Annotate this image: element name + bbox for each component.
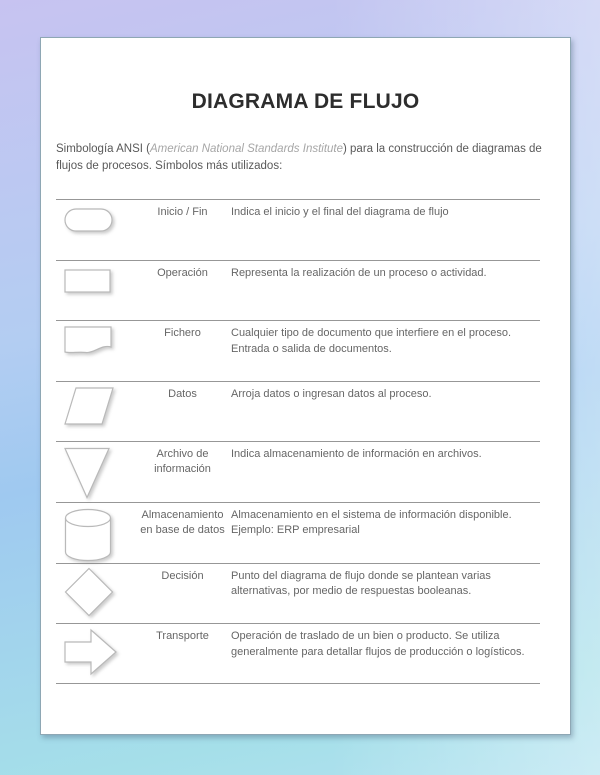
database-shape-icon — [64, 508, 112, 562]
symbol-description: Operación de traslado de un bien o producto. Se utiliza generalmente para detallar flujos de producción o logísticos. — [231, 630, 525, 658]
data-shape-icon — [64, 387, 114, 425]
symbol-name: Fichero — [164, 327, 201, 340]
transport-shape-icon — [64, 627, 118, 677]
process-shape-icon — [64, 269, 111, 293]
symbol-cell — [56, 624, 134, 683]
symbol-name: Decisión — [161, 569, 204, 582]
table-row — [56, 260, 540, 321]
table-row — [56, 381, 540, 442]
symbols-table — [56, 199, 540, 684]
file-storage-shape-icon — [64, 447, 110, 499]
intro-text-before: Simbología ANSI ( — [56, 143, 150, 155]
symbol-cell — [56, 261, 134, 321]
symbol-description: Indica almacenamiento de información en archivos. — [231, 448, 482, 461]
symbol-cell — [56, 442, 134, 502]
table-row — [56, 320, 540, 381]
intro-text-after: ) para la construcción de diagramas de flujos de procesos. Símbolos más utilizados: — [56, 143, 542, 172]
symbol-description: Punto del diagrama de flujo donde se plantean varias alternativas, por medio de respuestas booleanas. — [231, 569, 491, 598]
terminator-shape-icon — [64, 208, 113, 232]
symbol-cell — [56, 321, 134, 381]
table-row — [56, 441, 540, 502]
symbol-description: Cualquier tipo de documento que interfiere en el proceso. Entrada o salida de documentos. — [231, 327, 512, 355]
symbol-name: Inicio / Fin — [157, 206, 208, 218]
symbol-name: Operación — [157, 266, 208, 279]
symbol-name: Datos — [168, 387, 197, 400]
symbol-cell — [56, 564, 134, 624]
intro-paragraph — [56, 141, 552, 174]
symbol-cell — [56, 503, 134, 563]
table-row — [56, 623, 540, 684]
symbol-name: Transporte — [156, 630, 209, 643]
intro-italic-text: American National Standards Institute — [149, 143, 344, 155]
decision-shape-icon — [64, 567, 114, 617]
symbol-description: Representa la realización de un proceso o actividad. — [231, 266, 487, 279]
document-shape-icon — [64, 326, 113, 356]
table-row — [56, 199, 540, 260]
symbol-cell — [56, 382, 134, 442]
symbol-description: Indica el inicio y el final del diagrama de flujo — [231, 206, 449, 218]
page-title: DIAGRAMA DE FLUJO — [191, 90, 420, 113]
symbol-description: Arroja datos o ingresan datos al proceso. — [231, 387, 432, 400]
symbol-cell — [56, 200, 134, 260]
symbol-description: Almacenamiento en el sistema de información disponible. Ejemplo: ERP empresarial — [231, 508, 512, 537]
symbol-name: Almacenamiento en base de datos — [140, 508, 225, 536]
table-row — [56, 502, 540, 563]
table-row — [56, 563, 540, 624]
document-page — [40, 37, 571, 735]
symbol-name: Archivo de información — [154, 448, 211, 476]
